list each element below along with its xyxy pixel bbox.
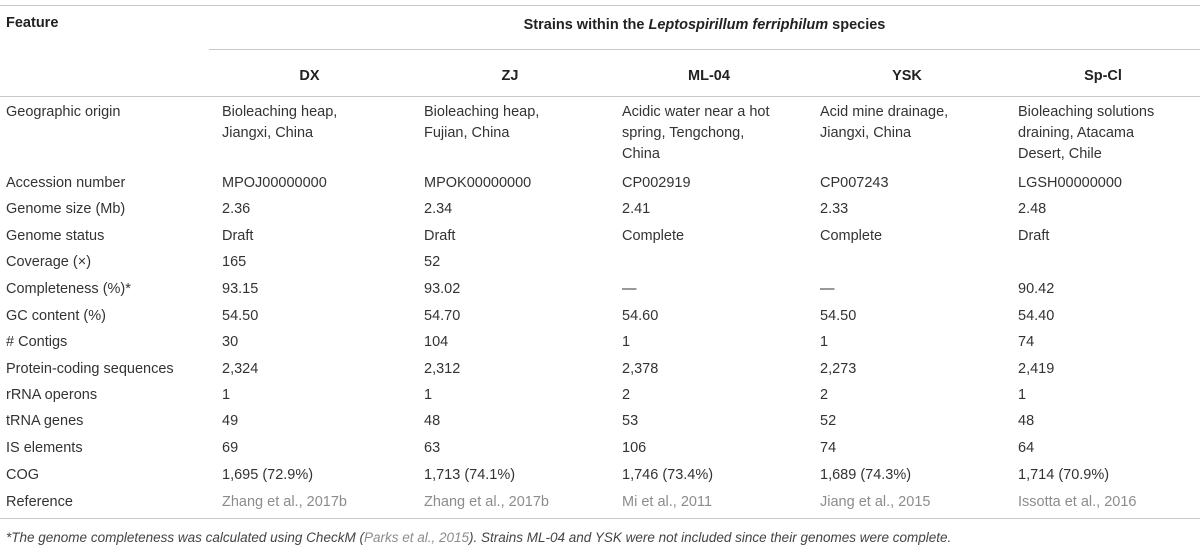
cell-gc-content-sp-cl: 54.40 — [1018, 308, 1055, 324]
feature-label-coverage: Coverage (×) — [6, 254, 92, 270]
reference-link-reference-zj[interactable]: Zhang et al., 2017b — [424, 494, 549, 510]
strain-header-ysk: YSK — [892, 68, 922, 84]
cell-line: Acidic water near a hot — [622, 104, 770, 120]
reference-link-reference-ysk[interactable]: Jiang et al., 2015 — [820, 494, 931, 510]
cell-geographic-origin-ysk — [820, 102, 948, 144]
cell-trna-genes-dx: 49 — [222, 413, 239, 429]
cell-genome-size-mb-zj: 2.34 — [424, 201, 453, 217]
cell-completeness-ml-04: — — [622, 281, 637, 297]
cell-protein-coding-sequences-zj: 2,312 — [424, 361, 461, 377]
cell-line: Bioleaching heap, — [424, 104, 540, 120]
cell-trna-genes-zj: 48 — [424, 413, 441, 429]
cell-is-elements-sp-cl: 64 — [1018, 440, 1035, 456]
cell-line: China — [622, 146, 660, 162]
cell-contigs-sp-cl: 74 — [1018, 334, 1035, 350]
cell-rrna-operons-zj: 1 — [424, 387, 433, 403]
feature-label-contigs: # Contigs — [6, 334, 68, 350]
cell-accession-number-dx: MPOJ00000000 — [222, 175, 327, 191]
cell-genome-size-mb-sp-cl: 2.48 — [1018, 201, 1047, 217]
table-bottom-rule — [0, 518, 1200, 519]
cell-geographic-origin-sp-cl — [1018, 102, 1154, 165]
cell-gc-content-ml-04: 54.60 — [622, 308, 659, 324]
cell-genome-status-zj: Draft — [424, 228, 456, 244]
feature-label-genome-size-mb: Genome size (Mb) — [6, 201, 126, 217]
cell-genome-status-ysk: Complete — [820, 228, 883, 244]
cell-is-elements-ml-04: 106 — [622, 440, 647, 456]
cell-rrna-operons-ysk: 2 — [820, 387, 829, 403]
cell-line: spring, Tengchong, — [622, 125, 745, 141]
cell-line: Bioleaching heap, — [222, 104, 338, 120]
feature-label-cog: COG — [6, 467, 40, 483]
header-bottom-rule — [0, 96, 1200, 97]
cell-genome-status-sp-cl: Draft — [1018, 228, 1050, 244]
strains-group-header: Strains within the Leptospirillum ferriphilum species — [523, 17, 886, 33]
feature-label-completeness: Completeness (%)* — [6, 281, 131, 297]
cell-completeness-sp-cl: 90.42 — [1018, 281, 1055, 297]
cell-line: Jiangxi, China — [222, 125, 314, 141]
cell-contigs-ysk: 1 — [820, 334, 829, 350]
table-top-rule — [0, 5, 1200, 6]
cell-rrna-operons-ml-04: 2 — [622, 387, 631, 403]
cell-genome-size-mb-ysk: 2.33 — [820, 201, 849, 217]
feature-label-rrna-operons: rRNA operons — [6, 387, 98, 403]
cell-line: Bioleaching solutions — [1018, 104, 1155, 120]
feature-label-reference: Reference — [6, 494, 73, 510]
cell-is-elements-dx: 69 — [222, 440, 239, 456]
cell-gc-content-ysk: 54.50 — [820, 308, 857, 324]
reference-link-reference-sp-cl[interactable]: Issotta et al., 2016 — [1018, 494, 1137, 510]
cell-cog-dx: 1,695 (72.9%) — [222, 467, 314, 483]
cell-trna-genes-sp-cl: 48 — [1018, 413, 1035, 429]
cell-gc-content-dx: 54.50 — [222, 308, 259, 324]
cell-rrna-operons-sp-cl: 1 — [1018, 387, 1027, 403]
reference-link-reference-ml-04[interactable]: Mi et al., 2011 — [622, 494, 713, 510]
feature-label-protein-coding-sequences: Protein-coding sequences — [6, 361, 174, 377]
cell-completeness-ysk: — — [820, 281, 835, 297]
strain-header-dx: DX — [299, 68, 320, 84]
species-name: Leptospirillum ferriphilum — [648, 17, 829, 33]
cell-geographic-origin-zj — [424, 102, 539, 144]
feature-label-is-elements: IS elements — [6, 440, 83, 456]
cell-accession-number-sp-cl: LGSH00000000 — [1018, 175, 1122, 191]
cell-is-elements-ysk: 74 — [820, 440, 837, 456]
cell-genome-size-mb-ml-04: 2.41 — [622, 201, 651, 217]
strain-header-ml-04: ML-04 — [688, 68, 730, 84]
cell-accession-number-ysk: CP007243 — [820, 175, 889, 191]
cell-line: Fujian, China — [424, 125, 510, 141]
strain-header-sp-cl: Sp-Cl — [1084, 68, 1122, 84]
feature-label-accession-number: Accession number — [6, 175, 126, 191]
cell-is-elements-zj: 63 — [424, 440, 441, 456]
cell-genome-size-mb-dx: 2.36 — [222, 201, 251, 217]
cell-accession-number-ml-04: CP002919 — [622, 175, 691, 191]
cell-gc-content-zj: 54.70 — [424, 308, 461, 324]
table-footnote: *The genome completeness was calculated using CheckM (Parks et al., 2015). Strains ML-04 and YSK were not included since their genomes were complete. — [6, 530, 952, 545]
cell-cog-ysk: 1,689 (74.3%) — [820, 467, 912, 483]
cell-geographic-origin-dx — [222, 102, 337, 144]
cell-geographic-origin-ml-04 — [622, 102, 770, 165]
feature-column-header: Feature — [6, 15, 59, 31]
cell-protein-coding-sequences-ysk: 2,273 — [820, 361, 857, 377]
reference-link-reference-dx[interactable]: Zhang et al., 2017b — [222, 494, 347, 510]
cell-accession-number-zj: MPOK00000000 — [424, 175, 532, 191]
cell-line: Acid mine drainage, — [820, 104, 949, 120]
cell-contigs-ml-04: 1 — [622, 334, 631, 350]
cell-protein-coding-sequences-ml-04: 2,378 — [622, 361, 659, 377]
cell-rrna-operons-dx: 1 — [222, 387, 231, 403]
cell-protein-coding-sequences-dx: 2,324 — [222, 361, 259, 377]
cell-coverage-zj: 52 — [424, 254, 441, 270]
feature-label-geographic-origin: Geographic origin — [6, 104, 121, 120]
cell-completeness-dx: 93.15 — [222, 281, 259, 297]
cell-line: Desert, Chile — [1018, 146, 1102, 162]
strains-header-rule — [209, 49, 1200, 50]
feature-label-gc-content: GC content (%) — [6, 308, 106, 324]
cell-protein-coding-sequences-sp-cl: 2,419 — [1018, 361, 1055, 377]
cell-coverage-dx: 165 — [222, 254, 247, 270]
cell-cog-sp-cl: 1,714 (70.9%) — [1018, 467, 1110, 483]
cell-completeness-zj: 93.02 — [424, 281, 461, 297]
strain-header-zj: ZJ — [501, 68, 519, 84]
cell-cog-zj: 1,713 (74.1%) — [424, 467, 516, 483]
cell-genome-status-dx: Draft — [222, 228, 254, 244]
cell-cog-ml-04: 1,746 (73.4%) — [622, 467, 714, 483]
cell-line: draining, Atacama — [1018, 125, 1135, 141]
feature-label-genome-status: Genome status — [6, 228, 105, 244]
cell-trna-genes-ml-04: 53 — [622, 413, 639, 429]
cell-trna-genes-ysk: 52 — [820, 413, 837, 429]
cell-contigs-zj: 104 — [424, 334, 449, 350]
cell-contigs-dx: 30 — [222, 334, 239, 350]
cell-genome-status-ml-04: Complete — [622, 228, 685, 244]
cell-line: Jiangxi, China — [820, 125, 912, 141]
footnote-reference-link[interactable]: Parks et al., 2015 — [363, 530, 470, 545]
feature-label-trna-genes: tRNA genes — [6, 413, 84, 429]
